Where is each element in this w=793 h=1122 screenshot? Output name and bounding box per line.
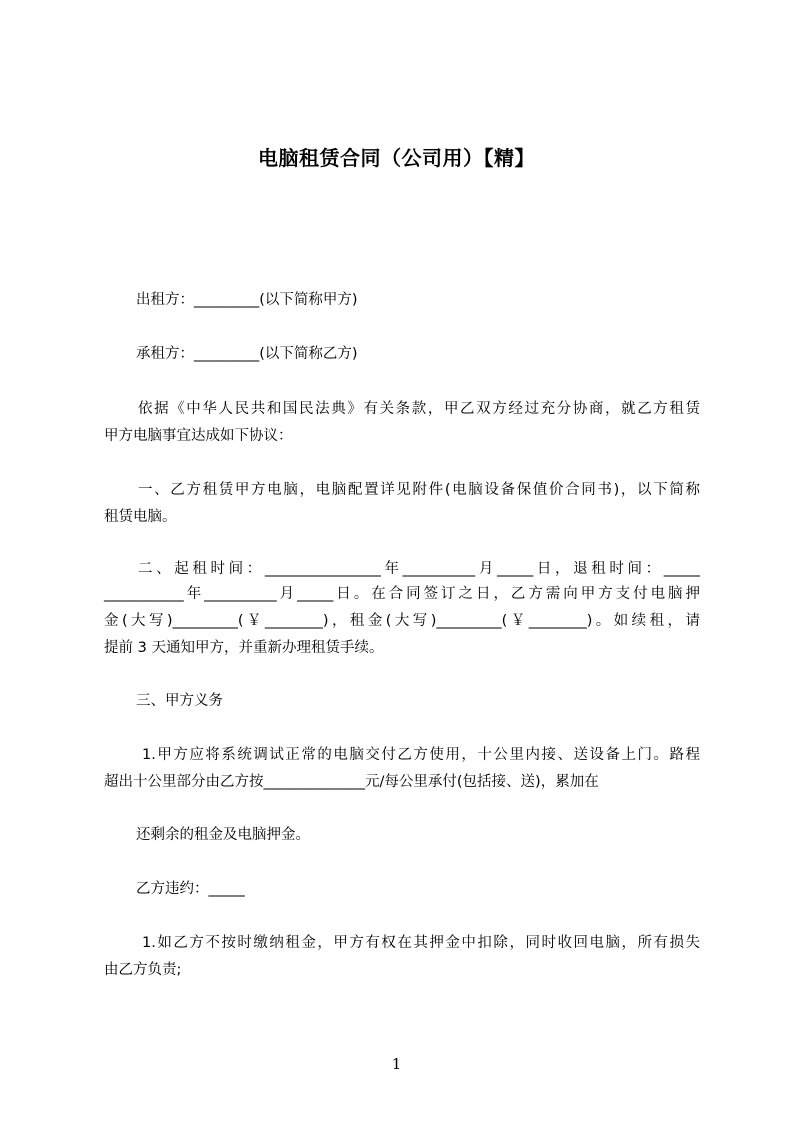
clause2-line-3: 金(大写)_________(￥________)，租金(大写)_________(￥________)。如续租，请 [104,613,700,629]
breach-item1-line-1: 1.如乙方不按时缴纳租金，甲方有权在其押金中扣除，同时收回电脑，所有损失 [142,935,700,951]
document-title: 电脑租赁合同（公司用）【精】 [258,146,535,170]
breach-item1-line-2: 由乙方负责; [104,962,182,978]
clause3-item1-line-1: 1.甲方应将系统调试正常的电脑交付乙方使用，十公里内接、送设备上门。路程 [142,747,700,763]
clause2-line-4: 提前 3 天通知甲方，并重新办理租赁手续。 [104,640,384,656]
lessee-line: 承租方：_________(以下简称乙方) [136,346,358,362]
clause3-item1-line-2: 超出十公里部分由乙方按______________元/每公里承付(包括接、送)，累加在 [104,774,599,790]
preamble-line-2: 甲方电脑事宜达成如下协议： [104,428,293,444]
clause1-line-2: 租赁电脑。 [104,509,177,525]
clause2-line-2: ___________年__________月_____日。在合同签订之日，乙方需向甲方支付电脑押 [104,586,700,602]
page-number: 1 [391,1055,402,1073]
clause2-line-1: 二、起租时间：________________年__________月_____日，退租时间：_____ [138,561,700,577]
clause1-line-1: 一、乙方租赁甲方电脑，电脑配置详见附件(电脑设备保值价合同书)，以下简称 [138,482,700,498]
preamble-line-1: 依据《中华人民共和国民法典》有关条款，甲乙双方经过充分协商，就乙方租赁 [138,401,700,417]
clause3-item1-line-3: 还剩余的租金及电脑押金。 [136,827,310,843]
breach-heading: 乙方违约：_____ [136,881,245,897]
lessor-line: 出租方：_________(以下简称甲方) [136,292,358,308]
clause3-heading: 三、甲方义务 [136,693,223,709]
